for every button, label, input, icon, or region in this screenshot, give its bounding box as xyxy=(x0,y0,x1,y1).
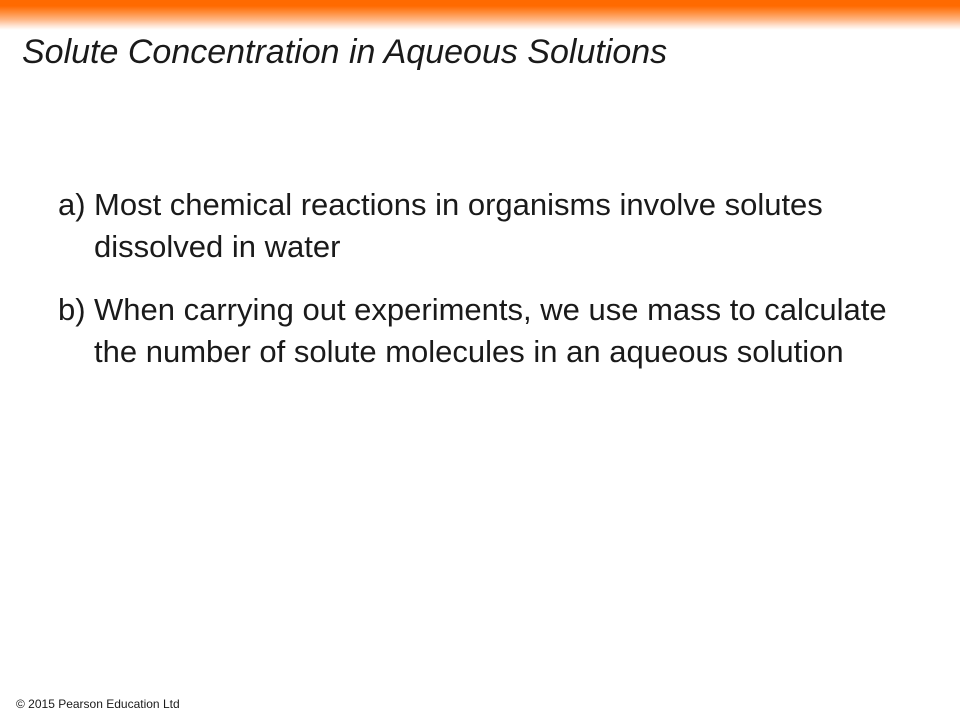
bullet-text: Most chemical reactions in organisms involve solutes dissolved in water xyxy=(94,187,823,264)
slide-title: Solute Concentration in Aqueous Solutions xyxy=(22,33,668,71)
bullet-marker: b) xyxy=(58,292,86,327)
bullet-item-b xyxy=(58,289,938,373)
bullet-marker: a) xyxy=(58,187,86,222)
bullet-text: When carrying out experiments, we use mass to calculate the number of solute molecules in an aqueous solution xyxy=(94,292,887,369)
copyright-footer: © 2015 Pearson Education Ltd xyxy=(16,697,180,711)
header-accent-bar xyxy=(0,0,960,30)
bullet-list xyxy=(58,184,938,394)
bullet-item-a xyxy=(58,184,938,268)
